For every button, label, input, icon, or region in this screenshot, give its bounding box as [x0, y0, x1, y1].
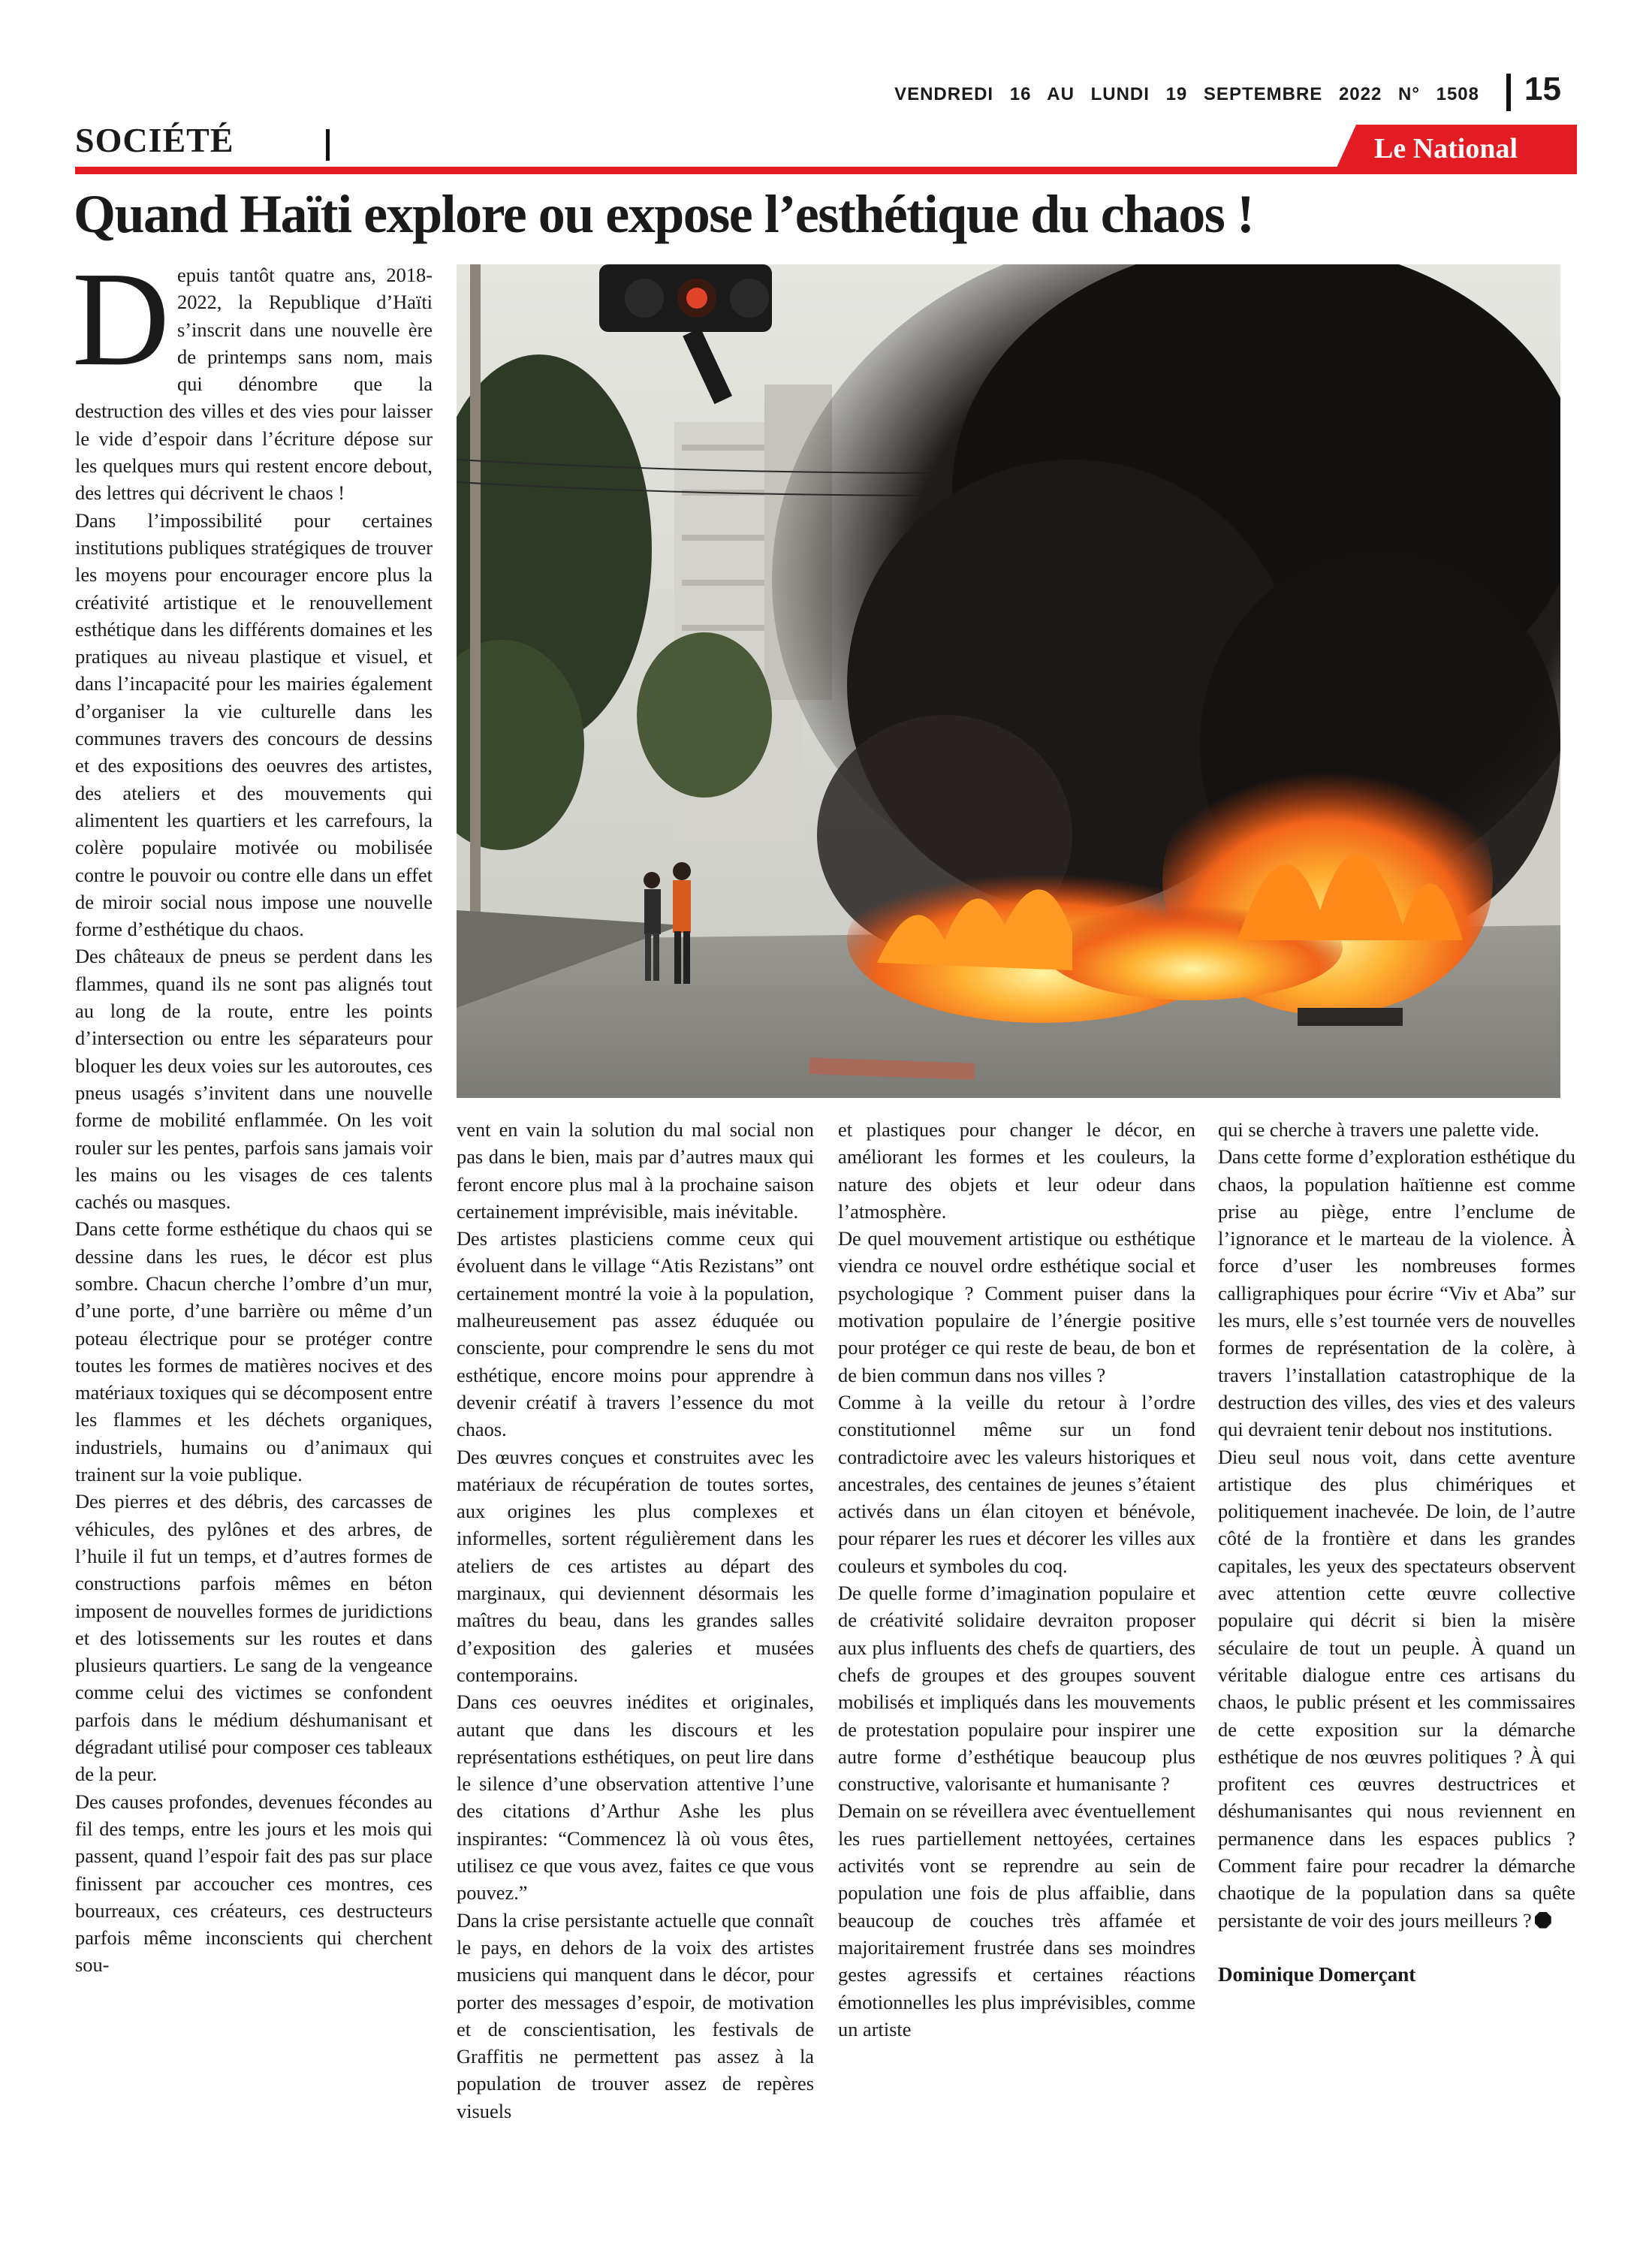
page-number: 15	[1524, 71, 1561, 107]
article-photo	[457, 264, 1560, 1098]
article-paragraph: Des œuvres conçues et construites avec les matériaux de récupération de toutes sortes, aux origines les plus complexes et informelles, sortent régulièrement dans les ateliers de ces artistes au départ des marginaux, qui deviennent désormais les maîtres du beau, dans les grandes salles d’exposition des galeries et musées contemporains.	[457, 1445, 814, 1686]
person-orange	[673, 880, 691, 933]
utility-pole	[470, 264, 481, 1015]
section-divider	[326, 129, 330, 161]
article-paragraph: Des châteaux de pneus se perdent dans les flammes, quand ils ne sont pas alignés tout au long de la route, entre les points d’intersection ou entre les séparateurs pour bloquer les deux voies sur les autoroutes, ces pneus usagés s’invitent dans une nouvelle forme de mobilité enflammée. On les voit rouler sur les pentes, parfois sans jamais voir les mains ou les visages de ces talents cachés ou masques.	[75, 945, 433, 1214]
article-paragraph: Comme à la veille du retour à l’ordre constitutionnel même sur un fond contradictoire avec les valeurs historiques et ancestrales, des centaines de jeunes s’étaient activés dans un élan citoyen et bénévole, pour réparer les rues et décorer les villes aux couleurs et symboles du coq.	[838, 1390, 1195, 1577]
article-column-3	[838, 1116, 1195, 2043]
article-paragraph: Dans l’impossibilité pour certaines institutions publiques stratégiques de trouver les moyens pour encourager encore plus la créativité artistique et le renouvellement esthétique dans les différents domaines et les pratiques au niveau plastique et visuel, et dans l’incapacité pour les mairies également d’organiser la vie culturelle dans les communes travers des concours de dessins et des expositions des oeuvres des artistes, des ateliers et des mouvements qui alimentent les quartiers et les carrefours, la colère populaire motivée ou mobilisée contre le pouvoir ou contre elle dans un effet de miroir social nous impose une nouvelle forme d’esthétique du chaos.	[75, 508, 433, 941]
article-paragraph: Des artistes plasticiens comme ceux qui évoluent dans le village “Atis Rezistans” ont certainement montré la voie à la population, malheureusement pas assez éduquée ou consciente, pour comprendre le sens du mot esthétique, encore moins pour apprendre à devenir créatif à travers l’essence du mot chaos.	[457, 1227, 814, 1441]
drop-cap: D	[72, 244, 170, 394]
article-paragraph: Des pierres et des débris, des carcasses de véhicules, des pylônes et des arbres, de l’huile il fut un temps, et d’autres formes de constructions parfois mêmes en béton imposent de nouvelles formes de juridictions et des lotissements sur les routes et dans plusieurs quartiers. Le sang de la vengeance comme celui des victimes se confondent parfois dans le médium déshumanisant et dégradant utilisé pour composer ces tableaux de la peur.	[75, 1490, 433, 1786]
article-paragraph: De quel mouvement artistique ou esthétique viendra ce nouvel ordre esthétique social et psychologique ? Comment puiser dans la motivation populaire de l’énergie positive pour protéger ce qui reste de beau, de bon et de bien commun dans nos villes ?	[838, 1227, 1195, 1386]
issue-date-line: VENDREDI 16 AU LUNDI 19 SEPTEMBRE 2022 N° 1508	[894, 84, 1479, 104]
article-paragraph: Des causes profondes, devenues fécondes au fil des temps, entre les jours et les mois qui passent, quand l’espoir fait des pas sur place finissent par accoucher ces montres, ces bourreaux, ces créateurs, ces destructeurs parfois même inconscients qui cherchent sou-	[75, 1790, 433, 1977]
end-mark-icon	[1535, 1912, 1551, 1929]
article-paragraph: et plastiques pour changer le décor, en améliorant les formes et les couleurs, la nature des objets et leur odeur dans l’atmosphère.	[838, 1118, 1195, 1223]
article-paragraph	[1218, 1443, 1575, 1934]
paragraph-text: Dieu seul nous voit, dans cette aventure artistique des plus chimériques et politiquement inachevée. De loin, de l’autre côté de la frontière et dans les grandes capitales, les yeux des spectateurs observent avec attention cette œuvre collective populaire qui décrit si bien la misère séculaire de tout un peuple. À quand un véritable dialogue entre ces artisans du chaos, le public présent et les commissaires de cette exposition sur la démarche esthétique de nos œuvres politiques ? À qui profitent ces œuvres destructrices et déshumanisantes qui nous reviennent en permanence dans les espaces publics ? Comment faire pour recadrer la démarche chaotique de la population dans sa quête persistante de voir des jours meilleurs ?	[1218, 1445, 1575, 1932]
article-paragraph: Dans ces oeuvres inédites et originales, autant que dans les discours et les représentations esthétiques, on peut lire dans le silence d’une observation attentive l’une des citations d’Arthur Ashe les plus inspirantes: “Commencez là où vous êtes, utilisez ce que vous avez, faites ce que vous pouvez.”	[457, 1691, 814, 1905]
article-paragraph: De quelle forme d’imagination populaire et de créativité solidaire devraiton proposer aux plus influents des chefs de quartiers, des chefs de groupes et des groupes souvent mobilisés et impliqués dans les mouvements de protestation populaire pour inspirer une autre forme d’esthétique beaucoup plus constructive, valorisante et humanisante ?	[838, 1582, 1195, 1796]
article-paragraph: Dans la crise persistante actuelle que connaît le pays, en dehors de la voix des artistes musiciens qui manquent dans le décor, pour porter des messages d’espoir, de motivation et de conscientisation, les festivals de Graffitis ne permettent pas assez à la population de trouver assez de repères visuels	[457, 1908, 814, 2122]
article-paragraph: vent en vain la solution du mal social non pas dans le bien, mais par d’autres maux qui feront encore plus mal à la prochaine saison certainement imprévisible, mais inévitable.	[457, 1118, 814, 1223]
article-column-1	[72, 244, 433, 1979]
brand-name: Le National	[1374, 133, 1518, 164]
article-column-2	[457, 1116, 814, 2125]
article-column-4	[1218, 1116, 1575, 1988]
burning-tires-street-image	[457, 264, 1560, 1098]
article-paragraph: Dans cette forme esthétique du chaos qui se dessine dans les rues, le décor est plus sombre. Chacun cherche l’ombre d’un mur, d’une porte, d’une barrière ou même d’un poteau électrique pour se protéger contre toutes les formes de matières nocives et des matériaux toxiques qui se décomposent entre les flammes et les déchets organiques, industriels, humains ou d’animaux qui trainent sur la voie publique.	[75, 1217, 433, 1486]
article-paragraph: qui se cherche à travers une palette vide.	[1218, 1118, 1539, 1141]
article-paragraph: Dans cette forme d’exploration esthétique du chaos, la population haïtienne est comme prise au piège, entre l’enclume de l’ignorance et le marteau de la violence. À force d’user les nombreuses formes calligraphiques pour écrire “Viv et Aba” sur les murs, elle s’est tournée vers de nouvelles formes de représentation de la colère, à travers l’installation catastrophique de la destruction des villes, des vies et des valeurs qui devraient tenir debout nos institutions.	[1218, 1145, 1575, 1441]
section-label: SOCIÉTÉ	[75, 121, 234, 159]
author-byline: Dominique Domerçant	[1218, 1962, 1416, 1986]
article-paragraph: Demain on se réveillera avec éventuellement les rues partiellement nettoyées, certaines activités vont se reprendre au sein de population une fois de plus affaiblie, dans beaucoup de couches très affamée et majoritairement frustrée dans ses moindres gestes agressifs et certaines réactions émotionnelles les plus imprévisibles, comme un artiste	[838, 1799, 1195, 2040]
article-paragraph	[72, 244, 433, 507]
article-headline: Quand Haïti explore ou expose l’esthétique du chaos !	[74, 184, 1254, 244]
paragraph-text: epuis tantôt quatre ans, 2018-2022, la Republique d’Haïti s’inscrit dans une nouvelle ère de printemps sans nom, mais qui dénombre que la destruction des villes et des vies pour laisser le vide d’espoir dans l’écriture dépose sur les quelques murs qui restent encore debout, des lettres qui décrivent le chaos !	[75, 264, 433, 505]
masthead-divider	[1506, 74, 1511, 111]
